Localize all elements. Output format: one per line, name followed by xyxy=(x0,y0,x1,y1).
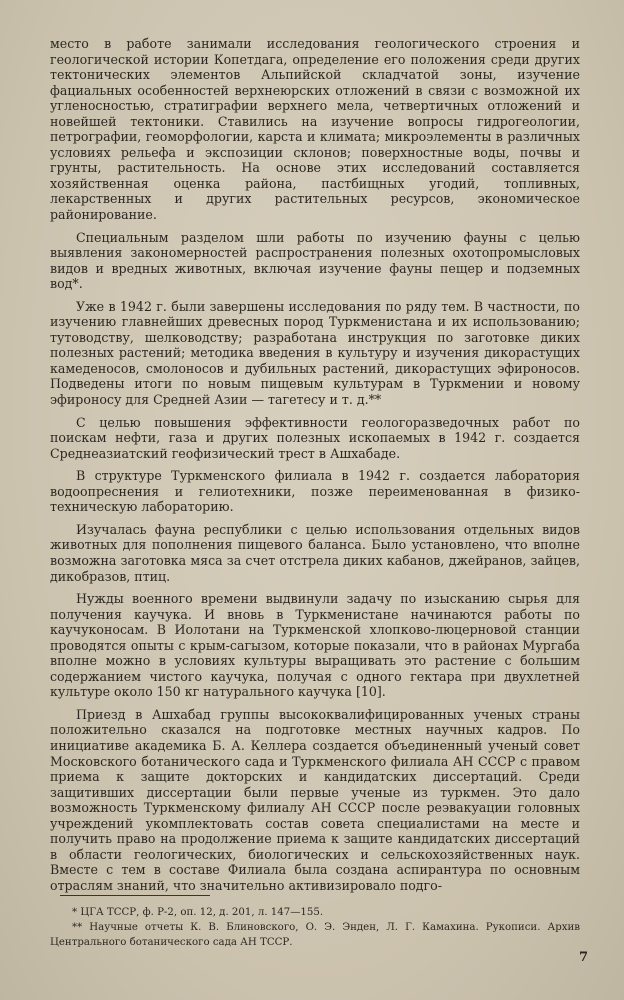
footnotes xyxy=(50,905,580,950)
paragraph: Изучалась фауна республики с целью использования отдельных видов животных для пополнения пищевого баланса. Было установлено, что вполне возможна заготовка мяса за счет отстрела диких кабанов, джейранов, зайцев, дикобразов, птиц. xyxy=(50,521,580,584)
paragraph: Нужды военного времени выдвинули задачу по изысканию сырья для получения каучука. И вновь в Туркменистане начинаются работы по каучуконосам. В Иолотани на Туркменской хлопково-люцерновой станции проводятся опыты с крым-сагызом, которые показали, что в районах Мургаба вполне можно в условиях культуры выращивать это растение с большим содержанием чистого каучука, получая с одного гектара при двухлетней культуре около 150 кг натурального каучука [10]. xyxy=(50,591,580,700)
footnote: ** Научные отчеты К. В. Блиновского, О. Э. Энден, Л. Г. Камахина. Рукописи. Архив Центрального ботанического сада АН ТССР. xyxy=(50,922,580,948)
footnote: * ЦГА ТССР, ф. Р-2, оп. 12, д. 201, л. 147—155. xyxy=(72,907,324,918)
paragraph: С целью повышения эффективности геологоразведочных работ по поискам нефти, газа и других полезных ископаемых в 1942 г. создается Среднеазиатский геофизический трест в Ашхабаде. xyxy=(50,414,580,461)
paragraph: место в работе занимали исследования геологического строения и геологической истории Копетдага, определение его положения среди других тектонических элементов Альпийской складчатой зоны, изучение фациальных особенностей верхнеюрских отложений в связи с возможной их угленосностью, стратиграфии верхнего мела, четвертичных отложений и новейшей тектоники. Ставились на изучение вопросы гидрогеологии, петрографии, геоморфологии, карста и климата; микроэлементы в различных условиях рельефа и экспозиции склонов; поверхностные воды, почвы и грунты, растительность. На основе этих исследований составляется хозяйственная оценка района, пастбищных угодий, топливных, лекарственных и других растительных ресурсов, экономическое районирование. xyxy=(50,36,580,223)
footnote-divider xyxy=(60,895,210,896)
paragraph: Уже в 1942 г. были завершены исследования по ряду тем. В частности, по изучению главнейших древесных пород Туркменистана и их использованию; тутоводству, шелководству; разработана инструкция по заготовке диких полезных растений; методика введения в культуру и изучения дикорастущих камеденосов, смолоносов и дубильных растений, дикорастущих эфироносов. Подведены итоги по новым пищевым культурам в Туркмении и новому эфироносу для Средней Азии — тагетесу и т. д.** xyxy=(50,298,580,408)
main-text xyxy=(50,36,580,900)
paragraph: Приезд в Ашхабад группы высококвалифицированных ученых страны положительно сказался на подготовке местных научных кадров. По инициативе академика Б. А. Келлера создается объединенный ученый совет Московского ботанического сада и Туркменского филиала АН СССР с правом приема к защите докторских и кандидатских диссертаций. Среди защитивших диссертации были первые ученые из туркмен. Это дало возможность Туркменскому филиалу АН СССР после реэвакуации головных учреждений укомплектовать состав совета специалистами на месте и получить право на продолжение приема к защите кандидатских диссертаций в области геологических, биологических и сельскохозяйственных наук. Вместе с тем в составе Филиала была создана аспирантура по основным отраслям знаний, что значительно активизировало подго- xyxy=(50,706,580,893)
paragraph: Специальным разделом шли работы по изучению фауны с целью выявления закономерностей распространения полезных охотопромысловых видов и вредных животных, включая изучение фауны пещер и подземных вод*. xyxy=(50,229,580,292)
page-number: 7 xyxy=(578,950,588,965)
paragraph: В структуре Туркменского филиала в 1942 г. создается лаборатория водоопреснения и гелиотехники, позже переименованная в физико-техническую лабораторию. xyxy=(50,468,580,515)
